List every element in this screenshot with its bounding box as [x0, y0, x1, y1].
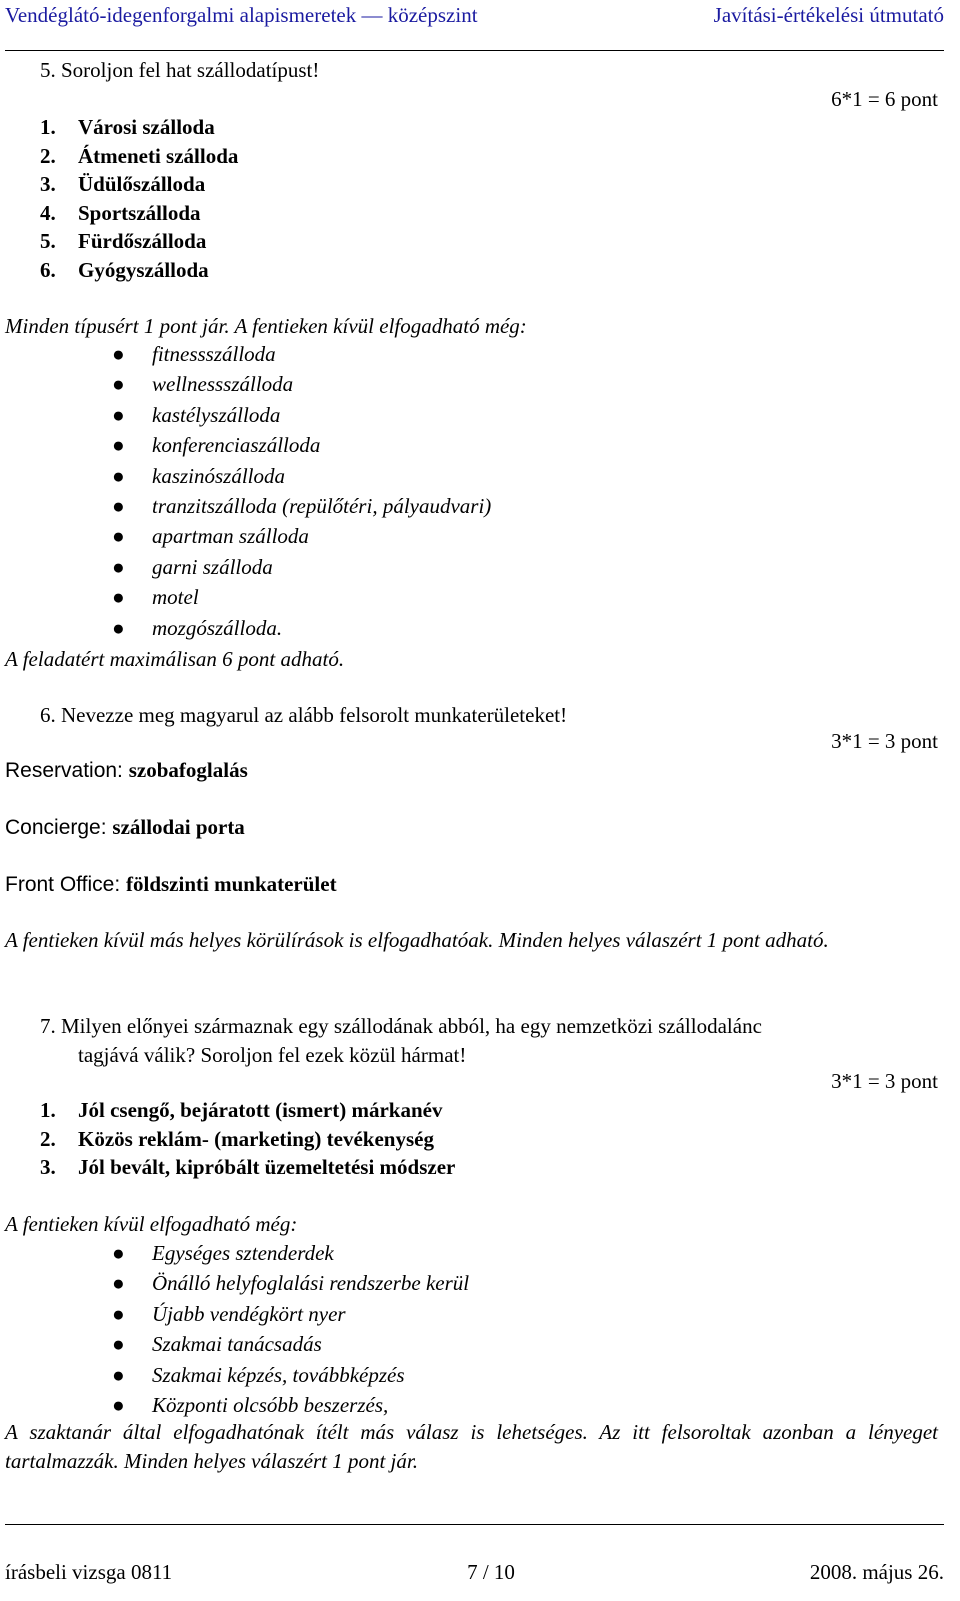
list-item: 3. Üdülőszálloda	[40, 172, 206, 196]
q5-points: 6*1 = 6 pont	[831, 87, 938, 111]
bullet-item: ● apartman szálloda	[112, 523, 491, 553]
list-item: 1. Jól csengő, bejáratott (ismert) márkanév	[40, 1098, 443, 1122]
footer-date: 2008. május 26.	[809, 1560, 944, 1584]
bullet-item: ● garni szálloda	[112, 554, 491, 584]
bullet-item: ● mozgószálloda.	[112, 615, 491, 645]
bullet-icon: ●	[112, 1392, 125, 1417]
bullet-item: ● Központi olcsóbb beszerzés,	[112, 1392, 469, 1422]
q7-note: A fentieken kívül elfogadható még:	[5, 1212, 298, 1236]
list-item: 2. Átmeneti szálloda	[40, 143, 239, 168]
q7-extra-list	[112, 1240, 469, 1422]
bullet-icon: ●	[112, 1362, 125, 1387]
footer-rule	[5, 1524, 944, 1525]
bullet-icon: ●	[112, 615, 125, 640]
bullet-item: ● Egységes sztenderdek	[112, 1240, 469, 1270]
q6-term-reservation: Reservation: szobafoglalás	[5, 758, 248, 782]
bullet-icon: ●	[112, 433, 125, 458]
list-item: 6. Gyógyszálloda	[40, 257, 209, 282]
footer-exam-code: írásbeli vizsga 0811	[5, 1560, 173, 1584]
q6-term-concierge: Concierge: szállodai porta	[5, 815, 245, 839]
list-item: 2. Közös reklám- (marketing) tevékenység	[40, 1126, 434, 1151]
q5-prompt: 5. Soroljon fel hat szállodatípust!	[40, 58, 320, 82]
bullet-icon: ●	[112, 1241, 125, 1265]
bullet-icon: ●	[112, 524, 125, 549]
bullet-item: ● Szakmai tanácsadás	[112, 1331, 469, 1361]
page-number: 7 / 10	[467, 1560, 515, 1584]
q6-points: 3*1 = 3 pont	[831, 729, 938, 753]
q5-note: Minden típusért 1 pont jár. A fentieken kívül elfogadható még:	[5, 314, 527, 338]
header-rule	[5, 50, 944, 51]
page-header	[5, 2, 944, 36]
bullet-item: ● Újabb vendégkört nyer	[112, 1301, 469, 1331]
bullet-icon: ●	[112, 1301, 125, 1326]
q6-note: A fentieken kívül más helyes körülírások is elfogadhatóak. Minden helyes válaszért 1 pont adható.	[5, 928, 829, 952]
bullet-icon: ●	[112, 1332, 125, 1357]
list-item: 4. Sportszálloda	[40, 200, 201, 225]
bullet-icon: ●	[112, 493, 125, 518]
bullet-item: ● motel	[112, 584, 491, 614]
header-title: Vendéglátó-idegenforgalmi alapismeretek — középszint	[5, 3, 478, 27]
list-item: 5. Fürdőszálloda	[40, 229, 207, 253]
q7-answer-list	[40, 1097, 455, 1183]
q7-closing-note: A szaktanár által elfogadhatónak ítélt más válasz is lehetséges. Az itt felsoroltak azonban a lényeget tartalmazzák. Minden helyes válaszért 1 pont jár.	[5, 1420, 938, 1473]
bullet-icon: ●	[112, 585, 125, 610]
q6-prompt: 6. Nevezze meg magyarul az alább felsorolt munkaterületeket!	[40, 703, 568, 727]
q7-prompt: 7. Milyen előnyei származnak egy szállodának abból, ha egy nemzetközi szállodalánc tagjává válik? Soroljon fel ezek közül hármat!	[40, 1014, 762, 1067]
bullet-item: ● Szakmai képzés, továbbképzés	[112, 1362, 469, 1392]
bullet-item: ● kaszinószálloda	[112, 463, 491, 493]
q5-answer-list	[40, 114, 238, 285]
q6-term-front-office: Front Office: földszinti munkaterület	[5, 872, 337, 896]
list-item: 3. Jól bevált, kipróbált üzemeltetési módszer	[40, 1155, 456, 1179]
q5-extra-list	[112, 341, 491, 645]
list-item: 1. Városi szálloda	[40, 115, 215, 139]
bullet-item: ● wellnessszálloda	[112, 371, 491, 401]
bullet-item: ● tranzitszálloda (repülőtéri, pályaudvari)	[112, 493, 491, 523]
header-subtitle: Javítási-értékelési útmutató	[713, 3, 944, 27]
bullet-item: ● Önálló helyfoglalási rendszerbe kerül	[112, 1270, 469, 1300]
bullet-icon: ●	[112, 463, 125, 488]
page-footer	[5, 1559, 944, 1586]
bullet-icon: ●	[112, 554, 125, 579]
bullet-item: ● kastélyszálloda	[112, 402, 491, 432]
bullet-icon: ●	[112, 342, 125, 366]
q5-max-note: A feladatért maximálisan 6 pont adható.	[5, 647, 345, 671]
bullet-item: ● fitnessszálloda	[112, 341, 491, 371]
bullet-icon: ●	[112, 402, 125, 427]
bullet-icon: ●	[112, 372, 125, 397]
bullet-icon: ●	[112, 1271, 125, 1296]
bullet-item: ● konferenciaszálloda	[112, 432, 491, 462]
q7-points: 3*1 = 3 pont	[831, 1069, 938, 1093]
